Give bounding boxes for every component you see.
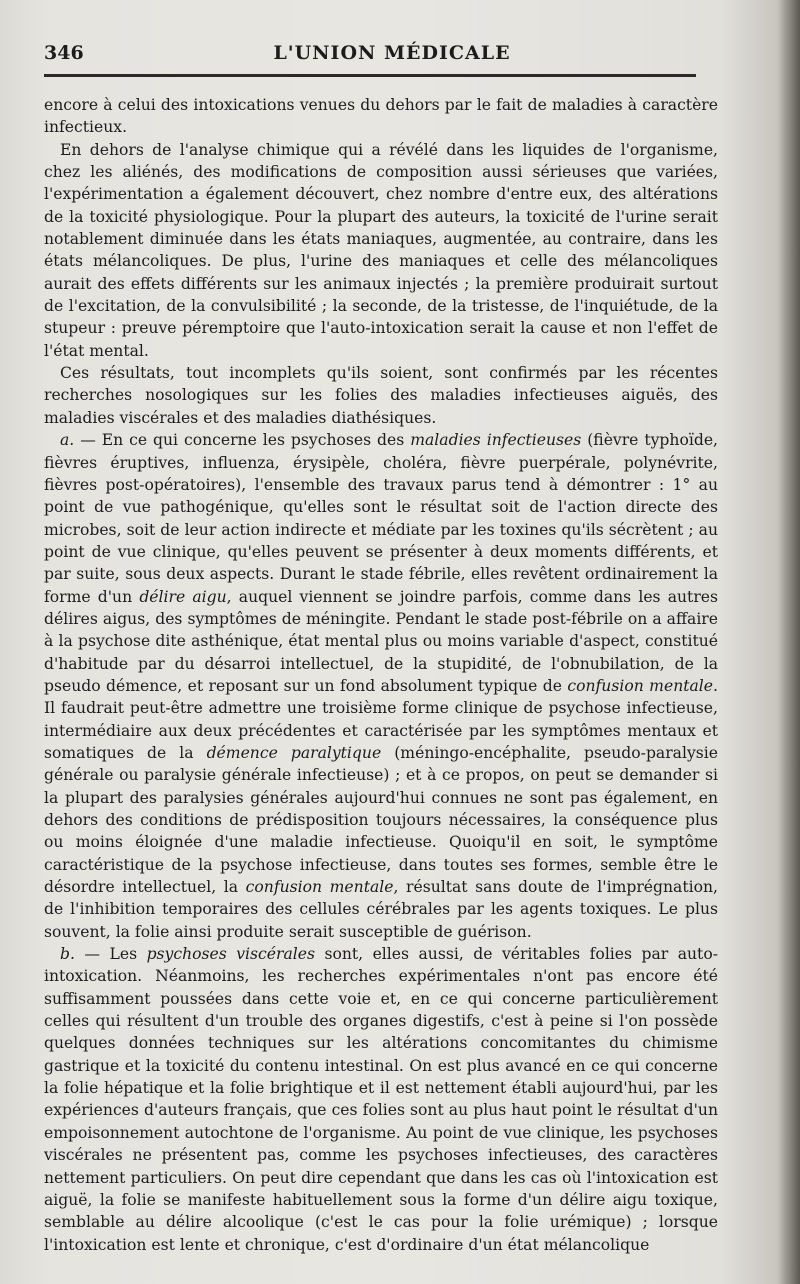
text-run: sont, elles aussi, de véritables folies par auto-intoxication. Néanmoins, les recherches expérimentales n'ont pas encore été suffisamment poussées dans cette voie et, en ce qui concerne particulièrement celles qui résultent d'un trouble des organes digestifs, c'est à peine si l'on possède quelques données techniques sur les altérations concomitantes du chimisme gastrique et la toxicité du contenu intestinal. On est plus avancé en ce qui concerne la folie hépatique et la folie brightique et il est nettement établi aujourd'hui, par les expériences d'auteurs français, que ces folies sont au plus haut point le résultat d'un empoisonnement autochtone de l'organisme. Au point de vue clinique, les psychoses viscérales ne présentent pas, comme les psychoses infectieuses, des caractères nettement particuliers. On peut dire cependant que dans les cas où l'intoxication est aiguë, la folie se manifeste habituellement sous la forme d'un délire aigu toxique, semblable au délire alcoolique (c'est le cas pour la folie urémique) ; lorsque l'intoxication est lente et chronique, c'est d'ordinaire d'un état mélancolique bbox=[44, 945, 718, 1254]
paragraph-2 bbox=[44, 139, 718, 362]
page-header bbox=[44, 38, 700, 68]
italic-text: psychoses viscérales bbox=[146, 945, 315, 964]
text-run: encore à celui des intoxications venues du dehors par le fait de maladies à caractère infectieux. bbox=[44, 96, 718, 137]
italic-text: confusion mentale bbox=[245, 878, 394, 897]
italic-text: maladies infectieuses bbox=[410, 431, 582, 450]
paragraph-1 bbox=[44, 94, 718, 139]
text-run: , résultat sans doute de l'imprégnation, de l'inhibition temporaires des cellules cérébrales par les agents toxiques. Le plus souvent, la folie ainsi produite serait susceptible de guérison. bbox=[44, 878, 718, 941]
italic-text: démence paralytique bbox=[206, 743, 382, 762]
text-run: . Il faudrait peut-être admettre une troisième forme clinique de psychose infectieuse, intermédiaire aux deux précédentes et caractérisée par les symptômes mentaux et somatiques de la bbox=[44, 676, 718, 762]
text-run: (méningo-encéphalite, pseudo-paralysie générale ou paralysie générale infectieuse) ; et à ce propos, on peut se demander si la plupart des paralysies générales aujourd'hui connues ne sont pas également, en dehors des conditions de prédisposition toujours nécessaires, la conséquence plus ou moins éloignée d'une maladie infectieuse. Quoiqu'il en soit, le symptôme caractéristique de la psychose infectieuse, dans toutes ses formes, semble être le désordre intellectuel, la bbox=[44, 743, 718, 897]
body-text bbox=[44, 94, 718, 1256]
paragraph-3 bbox=[44, 362, 718, 429]
text-run: — Les bbox=[74, 945, 147, 964]
paragraph-4 bbox=[44, 429, 718, 943]
page-binding-shadow bbox=[778, 0, 800, 1284]
italic-text: délire aigu bbox=[139, 587, 227, 606]
text-run: — En ce qui concerne les psychoses des bbox=[74, 431, 411, 450]
paragraph-5 bbox=[44, 943, 718, 1256]
header-rule bbox=[44, 74, 696, 77]
italic-text: b. bbox=[60, 945, 75, 964]
italic-text: confusion mentale bbox=[567, 676, 714, 695]
text-run: En dehors de l'analyse chimique qui a révélé dans les liquides de l'organisme, chez les aliénés, des modifications de composition aussi sérieuses que variées, l'expérimentation a également découvert, chez nombre d'entre eux, des altérations de la toxicité physiologique. Pour la plupart des auteurs, la toxicité de l'urine serait notablement diminuée dans les états maniaques, augmentée, au contraire, dans les états mélancoliques. De plus, l'urine des maniaques et celle des mélancoliques aurait des effets différents sur les animaux injectés ; la première produirait surtout de l'excitation, de la convulsibilité ; la seconde, de la tristesse, de l'inquiétude, de la stupeur : preuve péremptoire que l'auto-intoxication serait la cause et non l'effet de l'état mental. bbox=[44, 140, 718, 360]
page-number: 346 bbox=[44, 42, 84, 64]
text-run: , auquel viennent se joindre parfois, comme dans les autres délires aigus, des symptômes de méningite. Pendant le stade post-fébrile on a affaire à la psychose dite asthénique, état mental plus ou moins variable d'aspect, constitué d'habitude par du désarroi intellectuel, de la stupidité, de l'obnubilation, de la pseudo démence, et reposant sur un fond absolument typique de bbox=[44, 587, 719, 695]
running-title: L'UNION MÉDICALE bbox=[273, 42, 511, 64]
text-run: (fièvre typhoïde, fièvres éruptives, influenza, érysipèle, choléra, fièvre puerpérale, polynévrite, fièvres post-opératoires), l'ensemble des travaux parus tend à démontrer : 1° au point de vue pathogénique, qu'elles sont le résultat soit de l'action directe des microbes, soit de leur action indirecte et médiate par les toxines qu'ils sécrètent ; au point de vue clinique, qu'elles peuvent se présenter à deux moments différents, et par suite, sous deux aspects. Durant le stade fébrile, elles revêtent ordinairement la forme d'un bbox=[44, 431, 718, 606]
text-run: Ces résultats, tout incomplets qu'ils soient, sont confirmés par les récentes recherches nosologiques sur les folies des maladies infectieuses aiguës, des maladies viscérales et des maladies diathésiques. bbox=[44, 364, 718, 427]
italic-text: a. bbox=[60, 431, 75, 450]
